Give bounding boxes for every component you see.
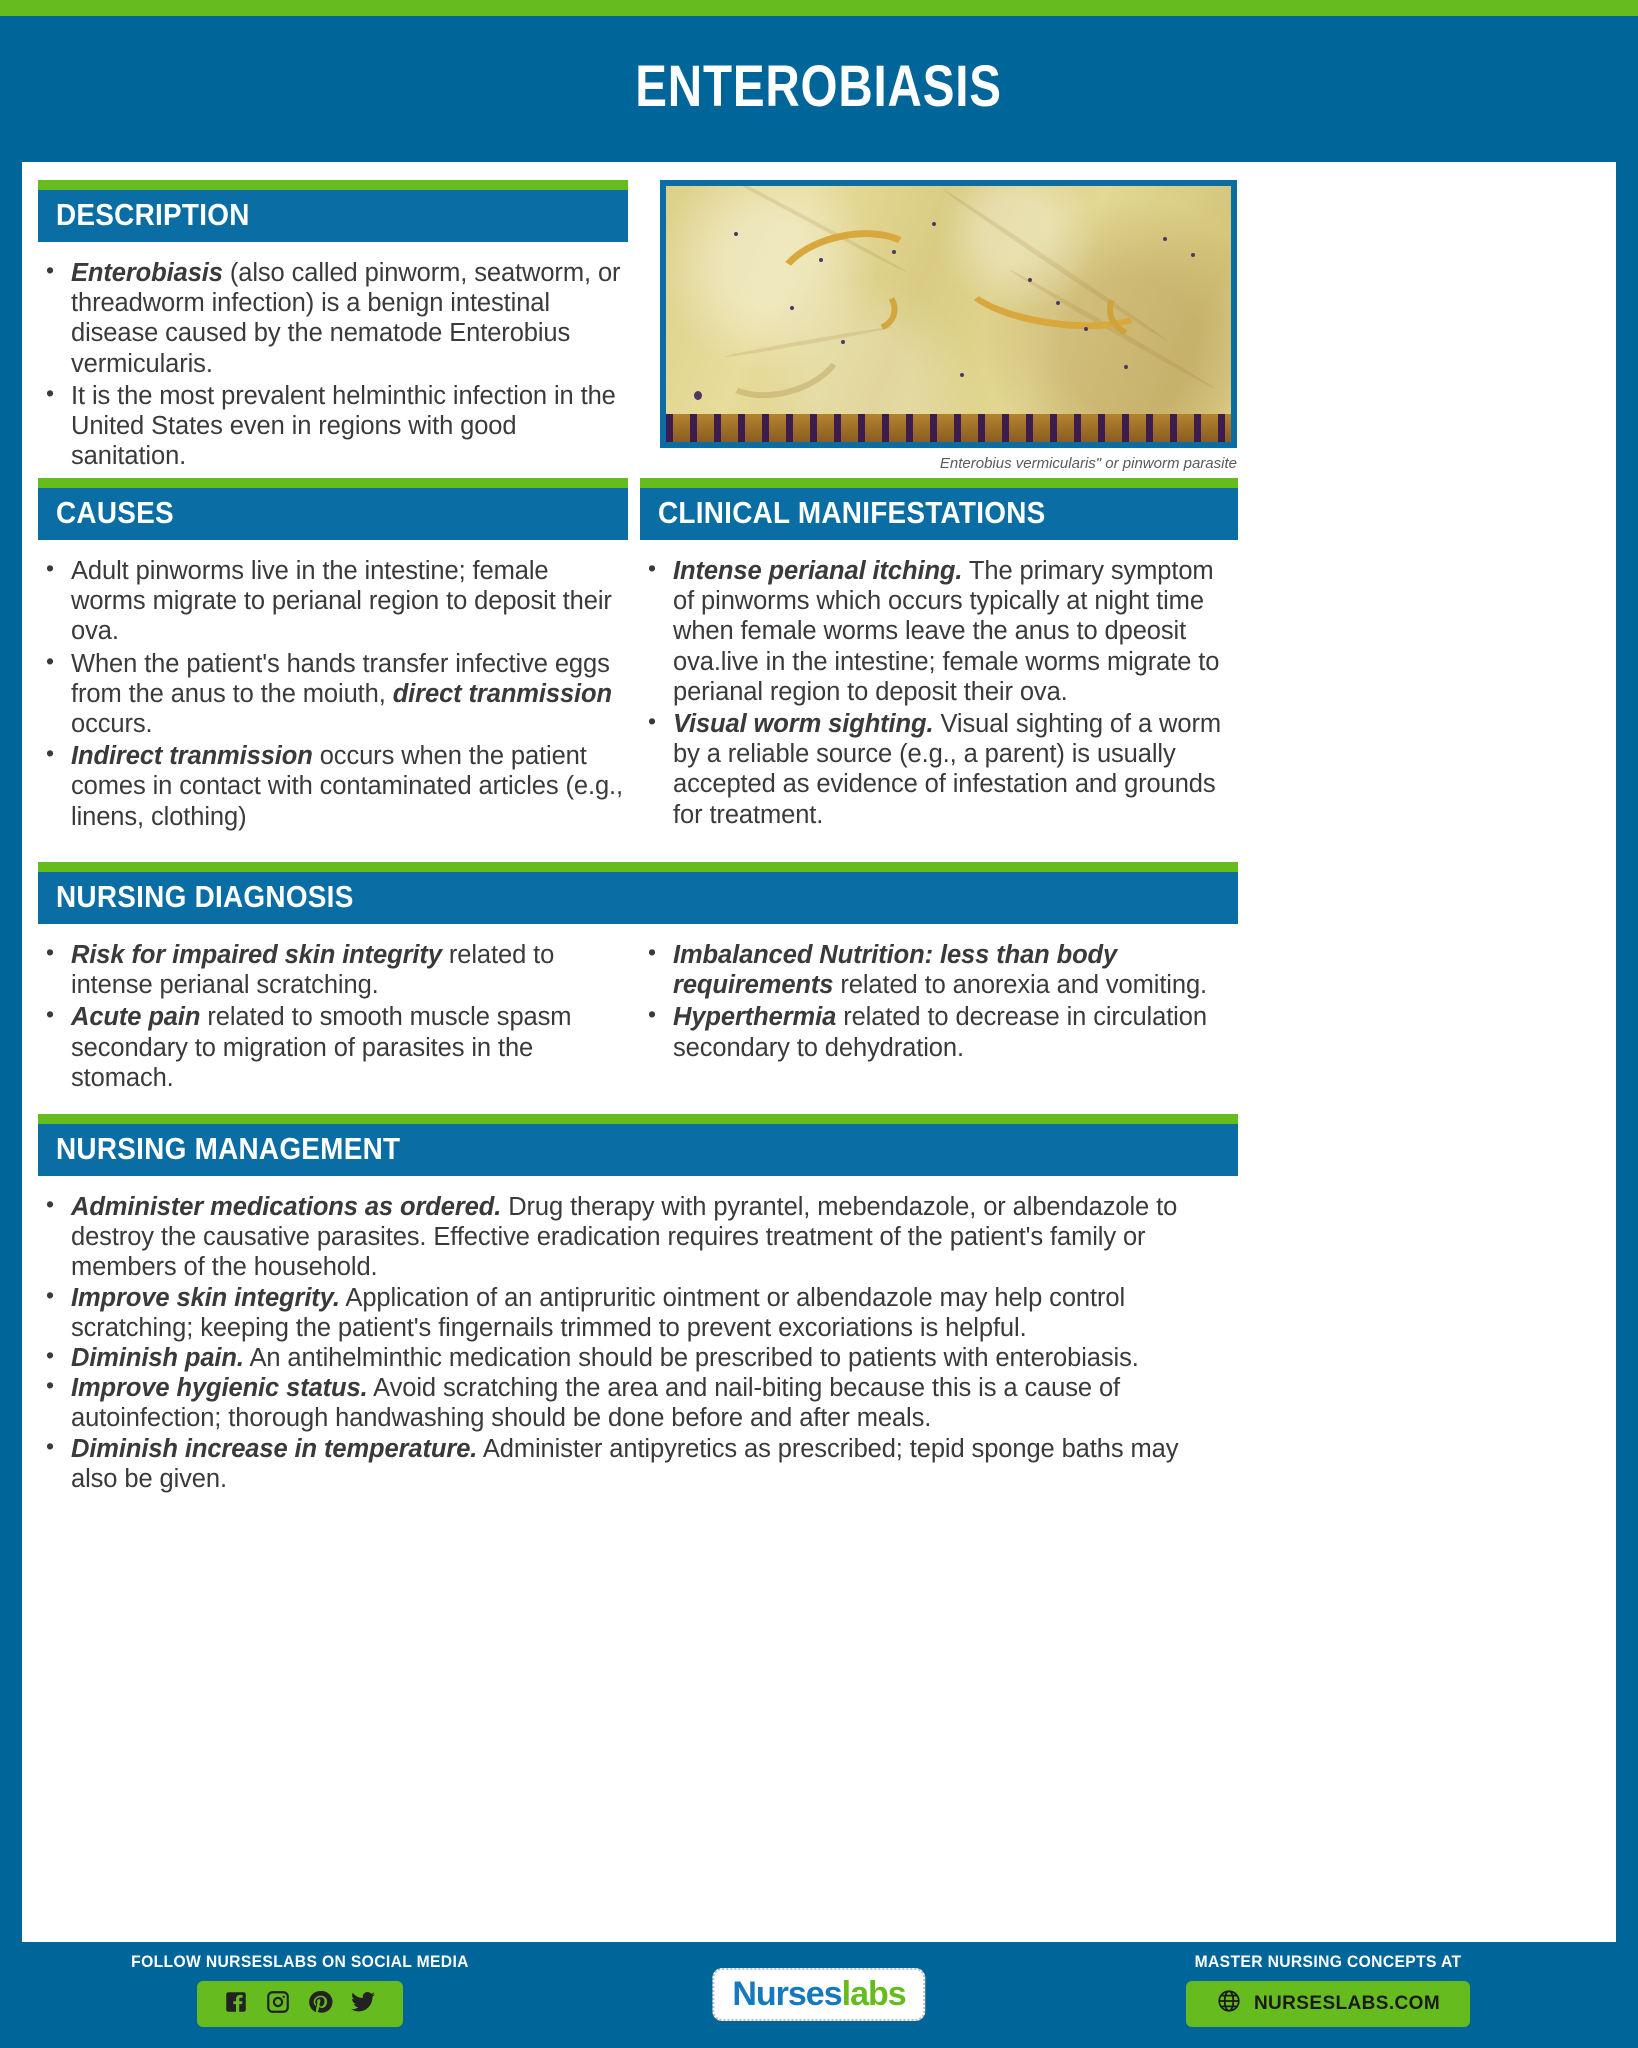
section-green-rule — [38, 180, 628, 190]
footer-master-label: MASTER NURSING CONCEPTS AT — [1194, 1952, 1462, 1971]
bullet-body: (also called pinworm, seatworm, or threadworm infection) is a benign intestinal disease caused by the nematode Enterobius vermicularis. — [71, 259, 621, 378]
footer-follow-label: FOLLOW NURSESLABS ON SOCIAL MEDIA — [131, 1952, 469, 1971]
section-title-clinical-manifestations: CLINICAL MANIFESTATIONS — [658, 495, 1046, 530]
bullet-lead: Acute pain — [71, 1003, 201, 1032]
list-item — [38, 649, 628, 740]
section-green-rule — [38, 1114, 1238, 1124]
social-icon-bar — [197, 1981, 403, 2027]
bullet-body: occurs when the patient comes in contact with contaminated articles (e.g., linens, clothing) — [71, 742, 624, 831]
list-item — [640, 1002, 1228, 1062]
description-bullet-list — [38, 258, 628, 471]
bullet-lead: Improve hygienic status. — [71, 1374, 368, 1403]
bullet-lead: Risk for impaired skin integrity — [71, 941, 442, 969]
list-item — [640, 556, 1238, 707]
bullet-body: The primary symptom of pinworms which occurs typically at night time when female worms leave the anus to dpeosit ova.live in the intestine; female worms migrate to perianal region to deposit their ova. — [673, 557, 1220, 706]
bullet-lead: Hyperthermia — [673, 1003, 837, 1032]
bullet-lead: Indirect tranmission — [71, 742, 313, 771]
list-item — [38, 1373, 1228, 1433]
causes-bullet-list — [38, 556, 628, 832]
section-clinical-manifestations — [640, 478, 1238, 832]
top-accent-strip — [0, 0, 1638, 16]
facebook-icon[interactable] — [223, 1989, 249, 2020]
bullet-body-tail: occurs. — [71, 710, 153, 739]
bullet-lead: Administer medications as ordered. — [71, 1193, 502, 1221]
section-header-bar — [38, 488, 628, 540]
list-item — [38, 1283, 1228, 1343]
poster-header — [0, 16, 1638, 156]
list-item — [38, 1343, 1228, 1373]
list-item — [38, 940, 628, 1000]
clinical-bullet-list — [640, 556, 1238, 830]
logo-part-labs: labs — [841, 1975, 906, 2013]
bullet-body: Administer antipyretics as prescribed; tepid sponge baths may also be given. — [71, 1434, 1179, 1493]
list-item — [38, 1192, 1228, 1283]
section-nursing-management — [38, 1114, 1238, 1494]
nurseslabs-logo[interactable] — [712, 1968, 925, 2021]
bullet-lead: Imbalanced Nutrition: less than body requirements — [673, 941, 1118, 1000]
section-header-bar — [640, 488, 1238, 540]
bullet-lead: Diminish increase in temperature. — [71, 1434, 478, 1463]
instagram-icon[interactable] — [265, 1989, 291, 2020]
section-nursing-diagnosis — [38, 862, 1238, 1095]
bullet-lead: Visual worm sighting. — [673, 710, 934, 739]
section-description — [38, 180, 628, 473]
scale-ruler — [666, 414, 1231, 442]
section-title-nursing-diagnosis: NURSING DIAGNOSIS — [56, 879, 354, 914]
list-item — [38, 258, 628, 379]
photo-frame — [660, 180, 1237, 448]
bullet-lead: Intense perianal itching. — [673, 557, 963, 585]
website-button[interactable] — [1186, 1981, 1470, 2027]
list-item — [640, 709, 1238, 830]
logo-part-nurses: Nurses — [732, 1975, 842, 2013]
poster-footer — [0, 1942, 1638, 2048]
bullet-body: related to decrease in circulation secondary to dehydration. — [673, 1003, 1207, 1062]
twitter-icon[interactable] — [349, 1989, 377, 2020]
list-item — [38, 381, 628, 472]
list-item — [38, 1434, 1228, 1494]
bullet-emphasis: direct tranmission — [392, 679, 612, 708]
section-title-description: DESCRIPTION — [56, 197, 250, 232]
pinterest-icon[interactable] — [307, 1989, 333, 2020]
section-green-rule — [640, 478, 1238, 488]
section-header-bar — [38, 1124, 1238, 1176]
list-item — [640, 940, 1228, 1000]
management-bullet-list — [38, 1192, 1228, 1494]
bullet-body: An antihelminthic medication should be prescribed to patients with enterobiasis. — [243, 1344, 1139, 1373]
bullet-body: Application of an antipruritic ointment or albendazole may help control scratching; keeping the patient's fingernails trimmed to prevent excoriations is helpful. — [71, 1283, 1126, 1342]
bullet-body: It is the most prevalent helminthic infection in the United States even in regions with good sanitation. — [71, 381, 616, 471]
bullet-body: When the patient's hands transfer infective eggs from the anus to the moiuth, — [71, 649, 610, 708]
list-item — [38, 1002, 628, 1093]
diagnosis-bullet-list-left — [38, 940, 628, 1095]
bullet-body: Drug therapy with pyrantel, mebendazole, or albendazole to destroy the causative parasites. Effective eradication requires treatment of the patient's family or members of the household. — [71, 1193, 1178, 1282]
section-header-bar — [38, 872, 1238, 924]
bullet-lead: Enterobiasis — [71, 259, 223, 287]
list-item — [38, 741, 628, 832]
photo-caption: Enterobius vermicularis" or pinworm parasite — [939, 455, 1237, 472]
section-green-rule — [38, 862, 1238, 872]
photo-block — [660, 180, 1237, 470]
globe-icon — [1216, 1988, 1242, 2020]
pinworm-micrograph — [666, 186, 1231, 442]
bullet-body: Avoid scratching the area and nail-biting because this is a cause of autoinfection; thorough handwashing should be done before and after meals. — [71, 1374, 1121, 1433]
bullet-body: related to anorexia and vomiting. — [833, 971, 1208, 1000]
footer-website-block — [1078, 1952, 1578, 2027]
section-header-bar — [38, 190, 628, 242]
bullet-body: Adult pinworms live in the intestine; female worms migrate to perianal region to deposit their ova. — [71, 557, 612, 646]
diagnosis-bullet-list-right — [628, 940, 1228, 1095]
section-title-nursing-management: NURSING MANAGEMENT — [56, 1131, 401, 1166]
bullet-body: related to smooth muscle spasm secondary to migration of parasites in the stomach. — [71, 1003, 572, 1092]
bullet-lead: Improve skin integrity. — [71, 1283, 340, 1312]
section-green-rule — [38, 478, 628, 488]
bullet-body: Visual sighting of a worm by a reliable source (e.g., a parent) is usually accepted as evidence of infestation and grounds for treatment. — [673, 710, 1221, 829]
page-title: ENTEROBIASIS — [635, 53, 1003, 119]
content-card — [22, 162, 1616, 1942]
section-causes — [38, 478, 628, 834]
footer-social-block — [60, 1952, 540, 2027]
bullet-lead: Diminish pain. — [71, 1344, 244, 1373]
website-button-label: NURSESLABS.COM — [1253, 1993, 1441, 2014]
bullet-body: related to intense perianal scratching. — [71, 941, 555, 1000]
section-title-causes: CAUSES — [56, 495, 174, 530]
list-item — [38, 556, 628, 647]
